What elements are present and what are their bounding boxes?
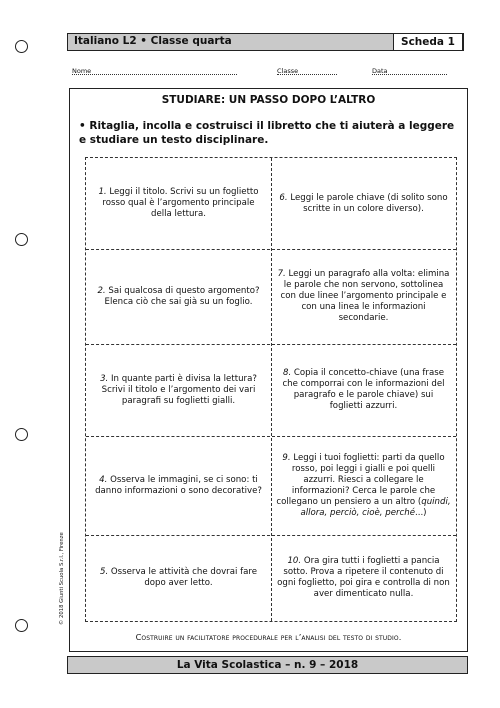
binder-hole <box>15 40 28 53</box>
data-label: Data <box>372 67 388 75</box>
step-card-9 <box>271 436 456 535</box>
step-card-4 <box>86 436 271 535</box>
step-card-8 <box>271 344 456 436</box>
step-tail: ...) <box>414 507 427 518</box>
step-text: Osserva le attività che dovrai fare dopo aver letto. <box>110 567 258 588</box>
binder-hole <box>15 233 28 246</box>
step-card-7 <box>271 249 456 344</box>
step-text: Ora gira tutti i foglietti a pancia sotto. Prova a ripetere il contenuto di ogni foglietto, poi gira e controlla di non aver dimenticato nulla. <box>277 556 450 599</box>
step-card-6 <box>271 158 456 249</box>
copyright-text: © 2018 Giunti Scuola S.r.l., Firenze <box>59 532 65 625</box>
binder-hole <box>15 428 28 441</box>
step-text: Leggi i tuoi foglietti: parti da quello rosso, poi leggi i gialli e poi quelli azzurri. Riesci a collegare le informazioni? Cerca le parole che collegano un pensiero a un altro ( <box>276 452 445 507</box>
step-text: Osserva le immagini, se ci sono: ti danno informazioni o sono decorative? <box>95 474 262 496</box>
step-number: 7. <box>277 269 286 279</box>
step-number: 6. <box>279 192 288 203</box>
step-number: 3. <box>100 373 109 384</box>
footer-bar: La Vita Scolastica – n. 9 – 2018 <box>67 656 468 674</box>
booklet-grid <box>85 157 457 622</box>
step-text: Leggi il titolo. Scrivi su un foglietto rosso qual è l’argomento principale della lettura. <box>102 187 259 219</box>
step-number: 1. <box>98 187 107 197</box>
data-line[interactable] <box>372 67 447 75</box>
instruction: • Ritaglia, incolla e costruisci il libretto che ti aiuterà a leggere e studiare un testo disciplinare. <box>79 120 455 146</box>
header-title: Italiano L2 • Classe quarta <box>74 35 232 47</box>
step-card-10 <box>271 535 456 621</box>
step-card-2 <box>86 249 271 344</box>
step-card-5 <box>86 535 271 621</box>
step-number: 9. <box>282 452 291 463</box>
step-number: 5. <box>99 567 109 577</box>
worksheet-frame <box>69 88 468 652</box>
step-number: 8. <box>282 368 292 378</box>
step-number: 10. <box>287 556 302 566</box>
scheda-label: Scheda 1 <box>393 33 463 51</box>
step-card-3 <box>86 344 271 436</box>
step-number: 2. <box>97 285 106 296</box>
nome-label: Nome <box>72 67 92 75</box>
step-text: In quante parti è divisa la lettura? Scrivi il titolo e l’argomento dei vari paragrafi su foglietti gialli. <box>101 373 257 406</box>
footnote: Costruire un facilitatore procedurale per l’analisi del testo di studio. <box>135 632 402 642</box>
binder-hole <box>15 619 28 632</box>
step-number: 4. <box>99 474 108 485</box>
main-title: STUDIARE: UN PASSO DOPO L’ALTRO <box>161 94 376 106</box>
step-connectors: quindi, allora, perciò, cioè, perché <box>300 496 451 518</box>
step-text: Leggi le parole chiave (di solito sono scritte in un colore diverso). <box>290 192 448 214</box>
step-card-1 <box>86 158 271 249</box>
classe-line[interactable] <box>277 67 337 75</box>
step-text: Leggi un paragrafo alla volta: elimina le parole che non servono, sottolinea con due linee l’argomento principale e con una linea le informazioni secondarie. <box>280 269 450 323</box>
classe-label: Classe <box>277 67 299 75</box>
header-bar <box>67 33 464 51</box>
step-text: Sai qualcosa di questo argomento? Elenca ciò che sai già su un foglio. <box>104 285 260 307</box>
nome-line[interactable] <box>72 67 237 75</box>
step-text: Copia il concetto-chiave (una frase che comporrai con le informazioni del paragrafo e le parole chiave) sui foglietti azzurri. <box>282 368 445 411</box>
